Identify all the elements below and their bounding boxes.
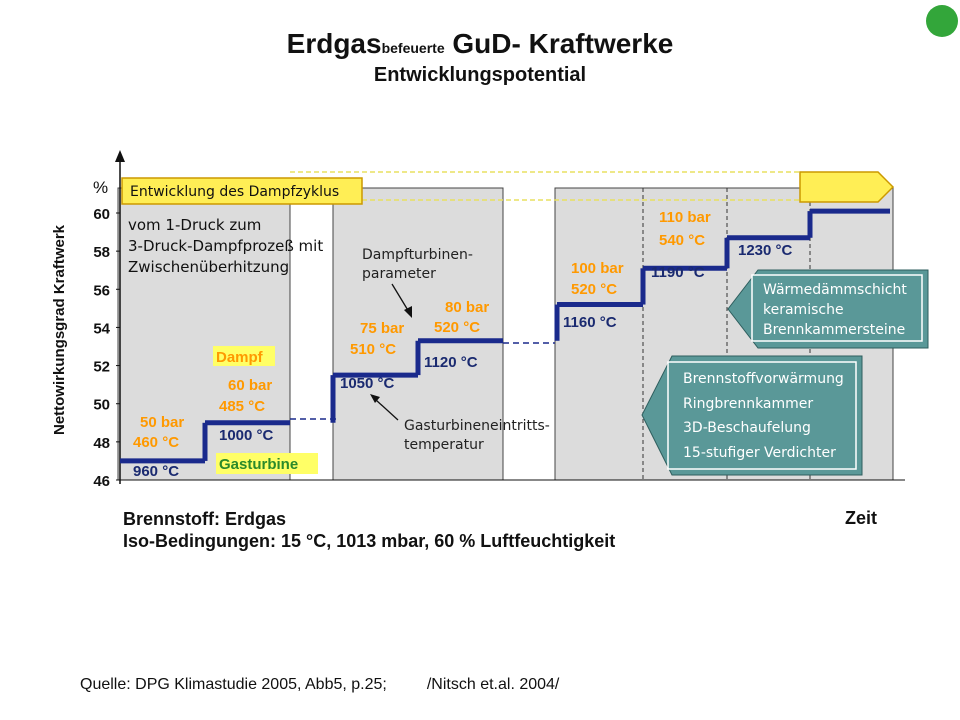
notes-line-1: Brennstoff: Erdgas — [123, 509, 287, 529]
panel1-text-1: vom 1-Druck zum — [128, 216, 262, 234]
y-tick-label: 48 — [93, 434, 110, 452]
arrow-box-1-text-2: keramische — [763, 302, 844, 318]
y-axis-unit: % — [93, 178, 109, 197]
dampfturbinen-note-2: parameter — [362, 266, 436, 282]
source-line — [80, 676, 559, 694]
arrow-box-2-text-4: 15-stufiger Verdichter — [683, 445, 836, 461]
steam-label-110bar: 110 bar — [659, 209, 711, 226]
turbine-temp-960: 960 °C — [133, 463, 180, 480]
page-subtitle: Entwicklungspotential — [373, 64, 587, 86]
source-part-2: /Nitsch et.al. 2004/ — [426, 676, 560, 693]
arrow-box-2-text-2: Ringbrennkammer — [683, 396, 814, 412]
y-tick-label: 58 — [93, 244, 110, 262]
steam-label-510c: 510 °C — [350, 341, 397, 358]
turbine-temp-1000: 1000 °C — [219, 427, 274, 444]
steam-label-80bar: 80 bar — [445, 299, 490, 316]
title-main: Erdgas — [286, 28, 382, 59]
turbine-temp-1120: 1120 °C — [424, 354, 478, 371]
steam-label-460c: 460 °C — [133, 434, 180, 451]
source-part-1: Quelle: DPG Klimastudie 2005, Abb5, p.25; — [80, 676, 387, 693]
arrow-box-2-text-1: Brennstoffvorwärmung — [683, 371, 844, 387]
turbine-temp-1160: 1160 °C — [563, 314, 617, 331]
steam-label-540c: 540 °C — [659, 232, 706, 249]
y-axis-arrow-icon — [115, 150, 125, 162]
turbine-temp-1230: 1230 °C — [738, 242, 793, 259]
title-small: befeuerte — [381, 40, 445, 56]
steam-label-520c-b: 520 °C — [571, 281, 618, 298]
steam-label-485c: 485 °C — [219, 398, 266, 415]
conditions-notes — [123, 508, 615, 552]
arrow-box-2-text-3: 3D-Beschaufelung — [683, 420, 811, 436]
steam-label-520c-a: 520 °C — [434, 319, 481, 336]
gasturbine-label: Gasturbine — [219, 456, 299, 473]
gasturbinen-note-2: temperatur — [404, 437, 484, 453]
panel1-text-3: Zwischenüberhitzung — [128, 258, 290, 276]
y-tick-label: 46 — [93, 473, 110, 490]
y-tick-label: 52 — [93, 358, 110, 376]
dampfzyklus-banner-text: Entwicklung des Dampfzyklus — [130, 184, 340, 200]
panel1-text-2: 3-Druck-Dampfprozeß mit — [128, 237, 324, 255]
title-rest: GuD- Kraftwerke — [444, 28, 674, 59]
dampfturbinen-note-1: Dampfturbinen- — [362, 247, 473, 263]
gasturbinen-note-1: Gasturbineneintritts- — [404, 418, 550, 434]
y-tick-label: 56 — [93, 282, 110, 300]
turbine-temp-1050: 1050 °C — [340, 375, 395, 392]
steam-label-75bar: 75 bar — [360, 320, 405, 337]
x-axis-label: Zeit — [845, 508, 878, 528]
y-axis-label: Nettowirkungsgrad Kraftwerk — [51, 224, 68, 436]
y-tick-label: 50 — [93, 396, 110, 414]
arrow-box-1-text-1: Wärmedämmschicht — [763, 282, 907, 298]
steam-label-100bar: 100 bar — [571, 260, 624, 277]
dampf-label: Dampf — [216, 349, 263, 366]
steam-label-50bar: 50 bar — [140, 414, 185, 431]
banner-arrow-icon — [800, 172, 893, 202]
steam-label-60bar: 60 bar — [228, 377, 273, 394]
turbine-temp-1190: 1190 °C — [651, 264, 705, 281]
notes-line-2: Iso-Bedingungen: 15 °C, 1013 mbar, 60 % Luftfeuchtigkeit — [123, 531, 616, 551]
y-tick-label: 54 — [93, 320, 110, 338]
arrow-box-1-text-3: Brennkammersteine — [763, 322, 906, 338]
y-tick-label: 60 — [93, 206, 110, 223]
